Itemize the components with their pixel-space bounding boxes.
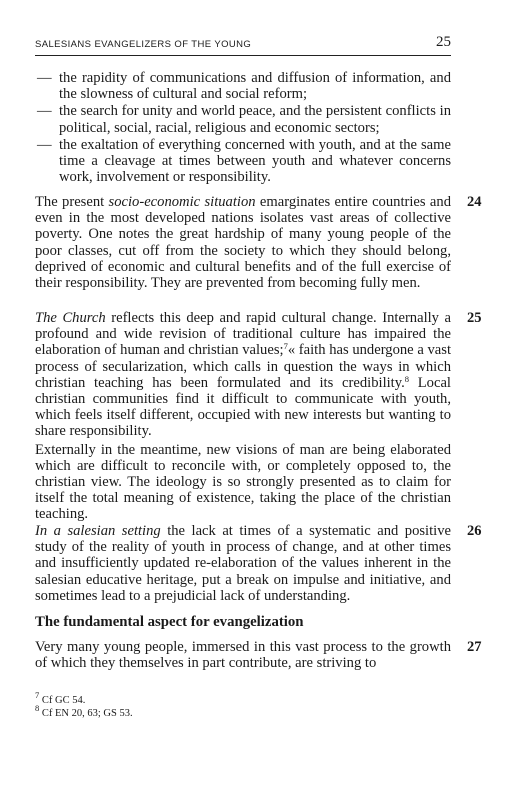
bullet-item bbox=[35, 137, 451, 186]
para24-text: emarginates entire countries and even in the most developed nations isolates vast areas of collective poverty. One notes the great hardship of many young people of the poor classes, cut off from the society to which they should belong, deprived of economic and cultural benefits and of the full exercise of their responsibility. They are prevented from becoming fully men. bbox=[35, 194, 451, 292]
footnote-text: Cf EN 20, 63; GS 53. bbox=[39, 708, 133, 719]
page-number: 25 bbox=[436, 34, 451, 50]
running-header bbox=[35, 34, 451, 52]
header-rule bbox=[35, 55, 451, 56]
bullet-item bbox=[35, 70, 451, 102]
para26-italic: In a salesian setting bbox=[35, 523, 161, 539]
paragraph-25 bbox=[35, 310, 451, 523]
footnote-mark: 8 bbox=[35, 703, 40, 713]
para26-text: the lack at times of a systematic and positive study of the reality of youth in process of change, and at other times and insufficiently updated re-elaboration of the values inherent in the salesian educative heritage, put a break on impulse and initiative, and sometimes lead to a prejudicial lack of understanding. bbox=[35, 523, 451, 604]
paragraph-27 bbox=[35, 639, 451, 671]
paragraph-26 bbox=[35, 523, 451, 604]
bullet-dash: — bbox=[37, 136, 52, 153]
margin-number-24: 24 bbox=[467, 194, 482, 210]
footnotes bbox=[35, 690, 133, 720]
footnote-mark: 7 bbox=[35, 690, 40, 700]
para25-italic: The Church bbox=[35, 310, 106, 326]
para25-text-2: « faith has undergone a vast process of secularization, which calls in question the ways in which christian teaching has been formulated and its credibility. bbox=[35, 342, 451, 391]
para24-lead: The present bbox=[35, 194, 109, 210]
margin-number-26: 26 bbox=[467, 523, 482, 539]
footnote-8 bbox=[35, 703, 133, 720]
footnote-7 bbox=[35, 690, 133, 707]
bullet-dash: — bbox=[37, 70, 52, 86]
section-heading: The fundamental aspect for evangelization bbox=[35, 614, 304, 630]
footnote-text: Cf GC 54. bbox=[39, 695, 86, 706]
para25-text-3: Local christian communities find it difficult to communicate with youth, which feels itself different, occupied with new interests but wanting to share responsibility. bbox=[35, 374, 451, 440]
para24-italic: socio-economic situation bbox=[108, 194, 256, 210]
footnote-ref-8: 8 bbox=[404, 373, 409, 384]
para25-text: reflects this deep and rapid cultural change. Internally a profound and wide revision of traditional culture has impaired the elaboration of human and christian values; bbox=[35, 310, 452, 359]
bullet-list bbox=[35, 70, 451, 186]
bullet-text: the exaltation of everything concerned with youth, and at the same time a cleavage at times between youth and whatever concerns work, involvement or responsibility. bbox=[59, 136, 451, 186]
footnote-ref-7: 7 bbox=[283, 341, 288, 352]
running-title: SALESIANS EVANGELIZERS OF THE YOUNG bbox=[35, 39, 252, 50]
bullet-text: the rapidity of communications and diffusion of information, and the slowness of cultural and social reform; bbox=[59, 70, 451, 103]
para25-second: Externally in the meantime, new visions of man are being elaborated which are difficult to reconcile with, or completely opposed to, the christian view. The ideology is so strongly presented as to claim for itself the total meaning of existence, taking the place of the christian teaching. bbox=[35, 441, 451, 523]
margin-number-27: 27 bbox=[467, 639, 482, 655]
paragraph-24 bbox=[35, 194, 451, 291]
para27-text: Very many young people, immersed in this vast process to the growth of which they themselves in part contribute, are striving to bbox=[35, 639, 451, 672]
bullet-text: the search for unity and world peace, and the persistent conflicts in political, social, racial, religious and economic sectors; bbox=[59, 103, 451, 136]
margin-number-25: 25 bbox=[467, 310, 482, 326]
bullet-dash: — bbox=[37, 103, 52, 120]
bullet-item bbox=[35, 103, 451, 135]
